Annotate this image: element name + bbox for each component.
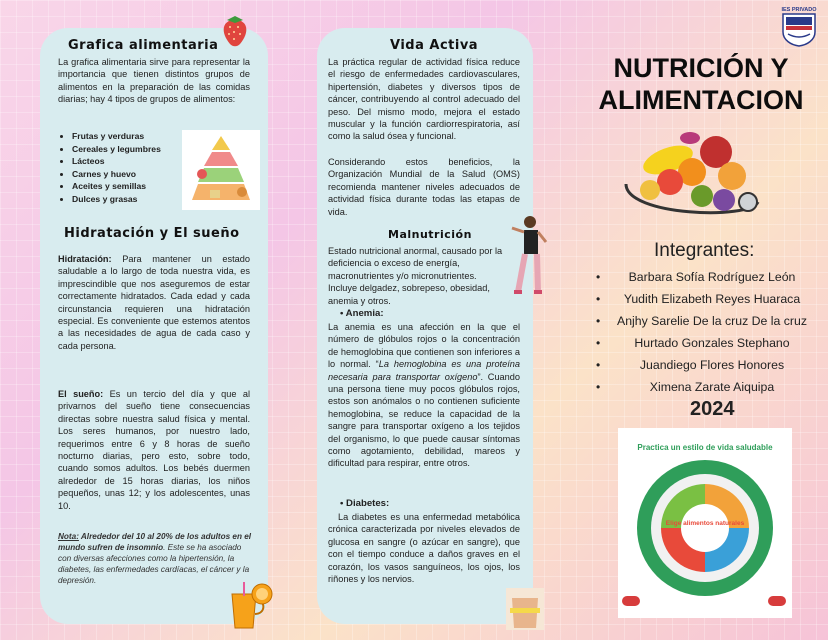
nota-bold: Alrededor del 10 al 20% de los adultos en el mundo sufren de insomnio	[58, 532, 252, 552]
nota-text: . Este se ha asociado con diversas afecciones como la hipertensión, la diabetes, las enfermedades cardíacas, el cáncer y la depresión.	[58, 543, 250, 585]
vida-activa-text-1: La práctica regular de actividad física reduce el riesgo de enfermedades cardiovasculares, hipertensión, diabetes y diversos tipos de cáncer, contribuyendo al control adecuado del peso. Del mismo modo, mejora el estado muscular y la función cardiorrespiratoria, así como la salud ósea y funcional.	[328, 57, 520, 142]
food-group-item: • Lácteos	[72, 155, 192, 168]
diabetes-text: La diabetes es una enfermedad metabólica crónica caracterizada por niveles elevados de glucosa en sangre (o azúcar en sangre), que con el tiempo conduce a daños graves en el corazón, los vasos sanguíneos, los ojos, los riñones y los nervios.	[328, 512, 520, 585]
grafica-intro: La grafica alimentaria sirve para representar la importancia que tienen distintos grupos de alimentos en la preparación de las comidas diarias; hay 4 tipos de grupos de alimentos:	[58, 57, 250, 105]
strawberry-icon	[218, 12, 252, 48]
anemia-label: Anemia:	[345, 308, 384, 319]
sueno-paragraph	[58, 388, 250, 512]
member-item: • Yudith Elizabeth Reyes Huaraca	[596, 288, 828, 310]
food-group-item: • Carnes y huevo	[72, 168, 192, 181]
nota-label: Nota:	[58, 532, 79, 541]
malnutricion-text: Estado nutricional anormal, causado por la deficiencia o exceso de energía, macronutrientes y/o micronutrientes. Incluye delgadez, sobrepeso, obesidad, anemia y otros.	[328, 246, 503, 306]
waist-measure-icon	[506, 588, 544, 630]
food-pyramid-image	[182, 130, 260, 210]
member-item: • Barbara Sofía Rodríguez León	[596, 266, 828, 288]
hidratacion-text: Para mantener un estado saludable a lo largo de toda nuestra vida, es imprescindible que nos aseguremos de estar correctamente hidratados. Cada edad y cada circunstancia requieren una hidratación especial. Es conveniente que estemos atentos a las necesidades de agua de cada caso y cada persona.	[58, 254, 250, 351]
food-group-item: • Aceites y semillas	[72, 180, 192, 193]
hidratacion-title: Hidratación y El sueño	[64, 226, 240, 241]
anemia-paragraph: La anemia es una afección en la que el número de glóbulos rojos o la concentración de hemoglobina que contienen son inferiores a lo normal. “La hemoglobina es una proteína necesaria para transportar oxígeno”. Cuando una persona tiene muy pocos glóbulos rojos, estos son anómalos o no contienen suficiente hemoglobina, se reduce la capacidad de la sangre para transportar oxígeno a los tejidos del organismo, lo que puede causar síntomas como agotamiento, debilidad, mareos y dificultad para respirar, entre otros.	[328, 322, 520, 469]
vida-activa-text-2: Considerando estos beneficios, la Organización Mundial de la Salud (OMS) recomienda mantener niveles adecuados de actividad física durante todas las etapas de vida.	[328, 157, 520, 217]
food-groups-list	[60, 130, 192, 206]
year-label: 2024	[690, 398, 735, 420]
exercising-woman-icon	[508, 212, 548, 296]
wheel-center-text: Elige alimentos naturales	[665, 520, 745, 527]
svg-text:Elige alimentos naturales	[666, 520, 745, 527]
vida-activa-title: Vida Activa	[390, 38, 479, 53]
member-item: • Hurtado Gonzales Stephano	[596, 332, 828, 354]
anemia-text-1: La anemia es una afección en la que el número de glóbulos rojos o la concentración de hemoglobina que contienen son inferiores a lo normal.	[328, 322, 520, 370]
healthy-lifestyle-wheel	[618, 428, 792, 618]
malnutricion-title: Malnutrición	[388, 228, 472, 241]
anemia-text-2: . Cuando una persona tiene muy pocos glóbulos rojos, estos son anómalos o no contienen suficiente hemoglobina, se reduce la capacidad de la sangre para transportar oxígeno a los tejidos del organismo, lo que puede causar síntomas como agotamiento, debilidad, mareos y dificultad para respirar, entre otros.	[328, 371, 520, 469]
fruits-stethoscope-image	[620, 120, 770, 224]
grafica-title: Grafica alimentaria	[68, 38, 219, 53]
member-item: • Ximena Zarate Aiquipa	[596, 376, 828, 398]
diabetes-heading: • Diabetes:	[340, 498, 390, 509]
hidratacion-label: Hidratación:	[58, 254, 112, 264]
anemia-heading: • Anemia:	[340, 308, 384, 319]
member-item: • Juandiego Flores Honores	[596, 354, 828, 376]
food-group-item: • Dulces y grasas	[72, 193, 192, 206]
sueno-text: Es un tercio del día y que al privarnos del sueño tiene consecuencias directas sobre nuestra salud física y mental. Los seres humanos, por nuestro lado, requerimos entre 6 y 8 horas de sueño nocturno diarias, pero esto, sobre todo, cuando somos adultos. Los bebés duermen alrededor de 15 horas diarias, los niños pequeños, unas 12; y los adolescentes, unas 10.	[58, 389, 250, 511]
hidratacion-paragraph	[58, 253, 250, 352]
sueno-label: El sueño:	[58, 389, 104, 399]
school-logo	[778, 4, 820, 48]
anemia-italic: La hemoglobina es una proteína necesaria para transportar oxígeno	[328, 359, 520, 382]
food-group-item: • Cereales y legumbres	[72, 143, 192, 156]
members-list	[596, 266, 828, 398]
wheel-title: Practica un estilo de vida saludable	[637, 443, 773, 452]
diabetes-label: Diabetes:	[346, 498, 390, 509]
food-group-item: • Frutas y verduras	[72, 130, 192, 143]
school-logo-text: IES PRIVADO	[781, 7, 817, 13]
main-title: NUTRICIÓN Y ALIMENTACION	[598, 53, 804, 115]
member-item: • Anjhy Sarelie De la cruz De la cruz	[596, 310, 828, 332]
nota-paragraph	[58, 531, 252, 586]
integrantes-heading: Integrantes:	[654, 240, 755, 261]
orange-juice-icon	[222, 580, 274, 632]
